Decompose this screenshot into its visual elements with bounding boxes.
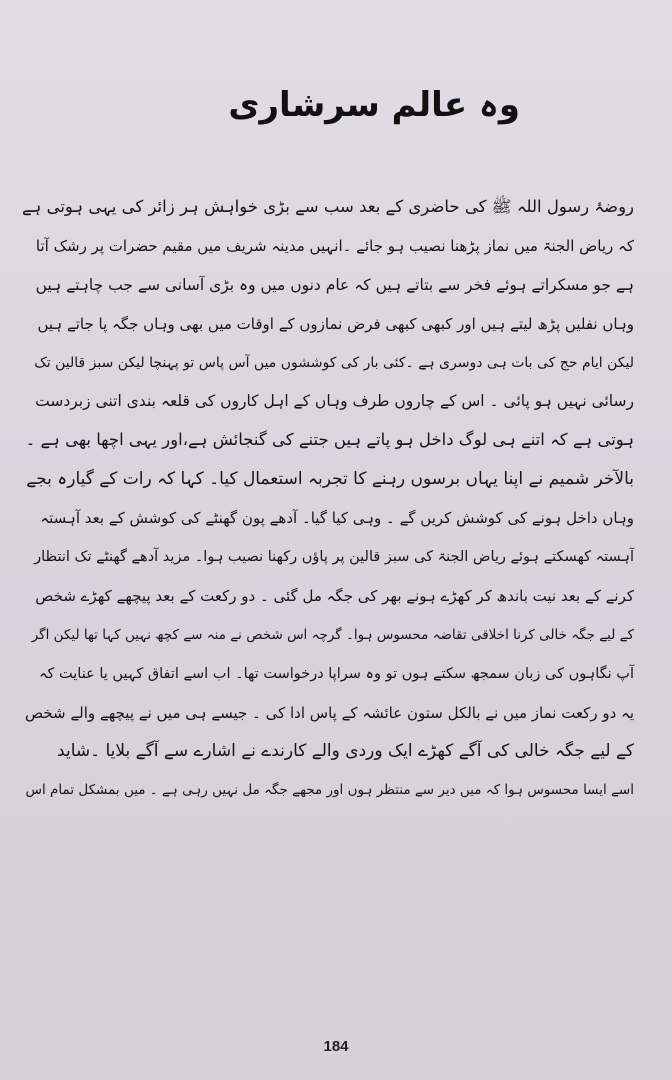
text-line: لیکن ایام حج کی بات ہی دوسری ہے ۔کئی بار کی کوششوں میں آس پاس تو پہنچا لیکن سبز قالین تک: [34, 354, 634, 371]
text-line: یہ دو رکعت نماز میں نے بالکل ستون عائشہ کے پاس ادا کی ۔ جیسے ہی میں نے پیچھے والے شخص: [24, 703, 634, 722]
text-line: وہاں داخل ہونے کی کوشش کریں گے ۔ وہی کیا گیا۔ آدھے پون گھنٹے کی کوشش کے بعد آہستہ: [40, 509, 634, 528]
text-line: کے لیے جگہ خالی کرنا اخلاقی تقاضہ محسوس ہوا۔ گرچہ اس شخص نے منہ سے کچھ نہیں کہا تھا لیکن اگر: [31, 626, 634, 643]
text-line: روضۂ رسول اللہ ﷺ کی حاضری کے بعد سب سے بڑی خواہش ہر زائر کی یہی ہوتی ہے: [21, 197, 634, 216]
text-line: رسائی نہیں ہو پائی ۔ اس کے چاروں طرف وہاں کے اہل کاروں کی قلعہ بندی اتنی زبردست: [35, 392, 634, 411]
text-line: آہستہ کھسکتے ہوئے ریاض الجنۃ کی سبز قالین پر پاؤں رکھنا نصیب ہوا۔ مزید آدھے گھنٹے تک انتظار: [34, 549, 634, 566]
text-line: کے لیے جگہ خالی کی آگے کھڑے ایک وردی والے کارندے نے اشارے سے آگے بلایا ۔شاید: [57, 741, 634, 762]
text-line: آپ نگاہوں کی زبان سمجھ سکتے ہوں تو وہ سراپا درخواست تھا۔ اب اسے اتفاق کہیں یا عنایت کہ: [39, 665, 634, 682]
text-line: بالآخر شمیم نے اپنا یہاں برسوں رہنے کا تجربہ استعمال کیا۔ کہا کہ رات کے گیارہ بجے: [26, 469, 634, 490]
body-text: [22, 188, 634, 810]
chapter-title: وہ عالم سرشاری: [228, 85, 520, 125]
text-line: کہ ریاض الجنۃ میں نماز پڑھنا نصیب ہو جائے ۔انہیں مدینہ شریف میں مقیم حضرات پر رشک آتا: [35, 236, 634, 255]
page-number: 184: [323, 1038, 349, 1055]
text-line: ہوتی ہے کہ اتنے ہی لوگ داخل ہو پاتے ہیں جتنے کی گنجائش ہے،اور یہی اچھا بھی ہے ۔: [25, 430, 634, 450]
text-line: وہاں نفلیں پڑھ لیتے ہیں اور کبھی کبھی فرض نمازوں کے اوقات میں بھی وہاں جگہ پا جاتے ہیں: [37, 314, 634, 333]
text-line: ہے جو مسکراتے ہوئے فخر سے بتاتے ہیں کہ عام دنوں میں وہ بڑی آسانی سے جب چاہتے ہیں: [35, 275, 634, 294]
text-line: کرنے کے بعد نیت باندھ کر کھڑے ہونے بھر کی جگہ مل گئی ۔ دو رکعت کے بعد پیچھے کھڑے شخص: [35, 586, 634, 605]
text-line: اسے ایسا محسوس ہوا کہ میں دیر سے منتظر ہوں اور مجھے جگہ مل نہیں رہی ہے ۔ میں بمشکل تمام اس: [25, 782, 634, 799]
